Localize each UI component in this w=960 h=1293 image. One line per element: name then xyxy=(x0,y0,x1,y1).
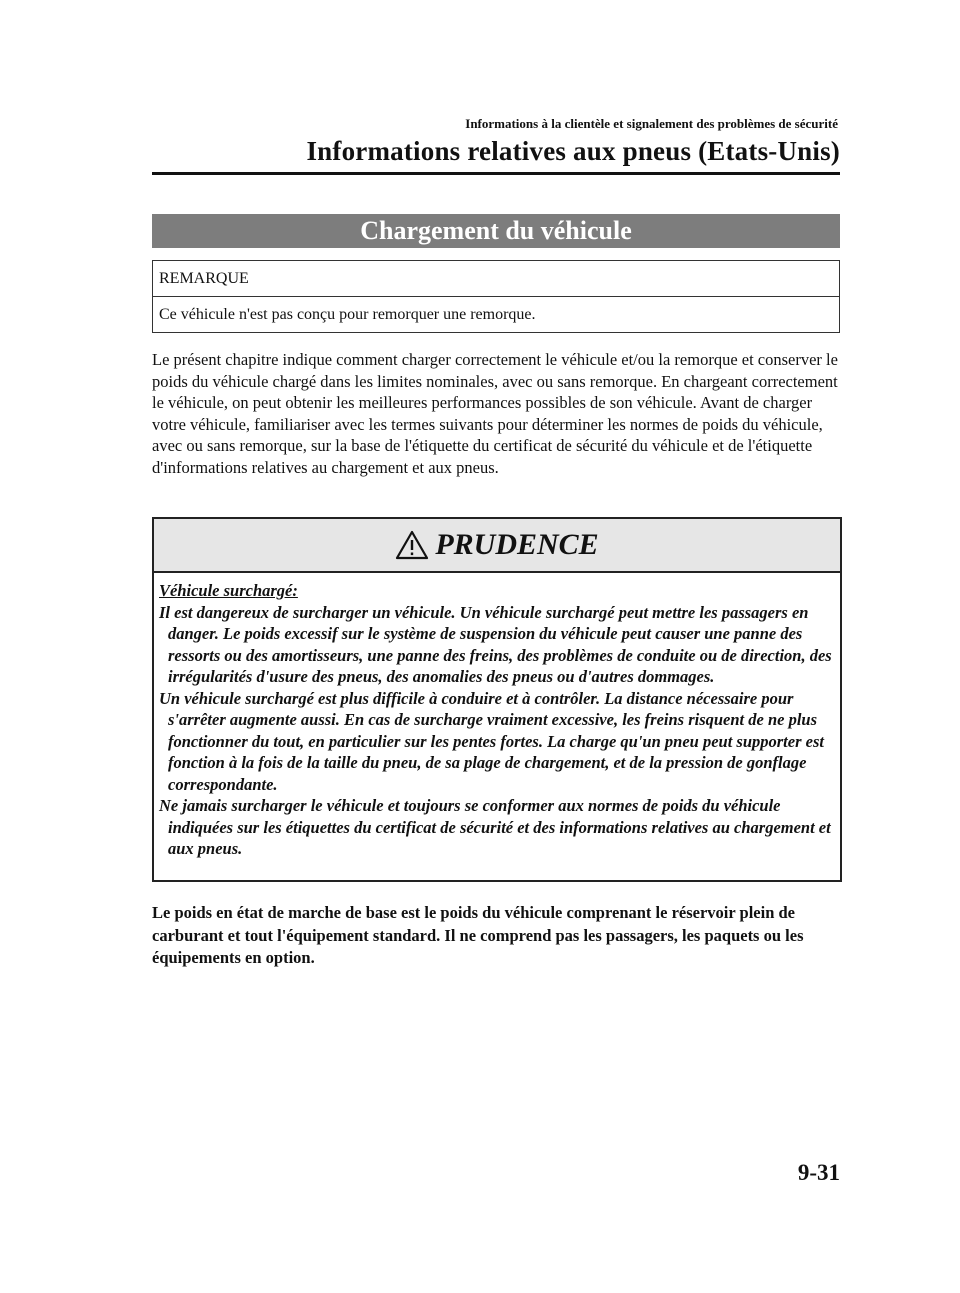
page-title: Informations relatives aux pneus (Etats-Unis) xyxy=(306,136,840,166)
warning-box xyxy=(152,517,842,882)
page-number: 9-31 xyxy=(797,1160,840,1185)
warning-triangle-icon xyxy=(395,530,429,560)
warning-subtitle: Véhicule surchargé: xyxy=(159,581,298,600)
header-divider xyxy=(152,172,840,175)
warning-paragraph: Ne jamais surcharger le véhicule et toujours se conformer aux normes de poids du véhicule indiquées sur les étiquettes du certificat de sécurité et des informations relatives au chargement et aux pneus. xyxy=(159,796,831,858)
warning-paragraph: Un véhicule surchargé est plus difficile à conduire et à contrôler. La distance nécessaire pour s'arrêter augmente aussi. En cas de surcharge vraiment excessive, les freins risquent de ne plus fonctionner du tout, en particulier sur les pentes fortes. La charge qu'un pneu peut supporter est fonction à la fois de la taille du pneu, de sa plage de chargement, et de la pression de gonflage correspondante. xyxy=(159,688,824,794)
warning-paragraph: Il est dangereux de surcharger un véhicule. Un véhicule surchargé peut mettre les passagers en danger. Le poids excessif sur le système de suspension du véhicule peut causer une panne des ressorts ou des amortisseurs, une panne des freins, des problèmes de conduite ou de direction, des irrégularités d'usure des pneus, des anomalies des pneus ou d'autres dommages. xyxy=(159,602,832,686)
warning-header xyxy=(154,519,840,573)
intro-paragraph: Le présent chapitre indique comment charger correctement le véhicule et/ou la remorque et conserver le poids du véhicule chargé dans les limites nominales, avec ou sans remorque. En chargeant correctement le véhicule, on peut obtenir les meilleures performances possibles de son véhicule. Avant de charger votre véhicule, familiariser avec les termes suivants pour déterminer les normes de poids du véhicule, avec ou sans remorque, sur la base de l'étiquette du certificat de sécurité du véhicule et de l'étiquette d'informations relatives au chargement et aux pneus. xyxy=(152,350,838,477)
note-text: Ce véhicule n'est pas conçu pour remorquer une remorque. xyxy=(159,306,536,323)
warning-body xyxy=(154,573,840,860)
closing-paragraph: Le poids en état de marche de base est le poids du véhicule comprenant le réservoir plein de carburant et tout l'équipement standard. Il ne comprend pas les passagers, les paquets ou les équipements en option. xyxy=(152,903,804,967)
warning-label: PRUDENCE xyxy=(435,528,599,561)
header-subtitle: Informations à la clientèle et signalement des problèmes de sécurité xyxy=(465,116,838,131)
note-label: REMARQUE xyxy=(153,261,839,297)
section-title: Chargement du véhicule xyxy=(152,214,840,248)
note-box xyxy=(152,260,840,333)
